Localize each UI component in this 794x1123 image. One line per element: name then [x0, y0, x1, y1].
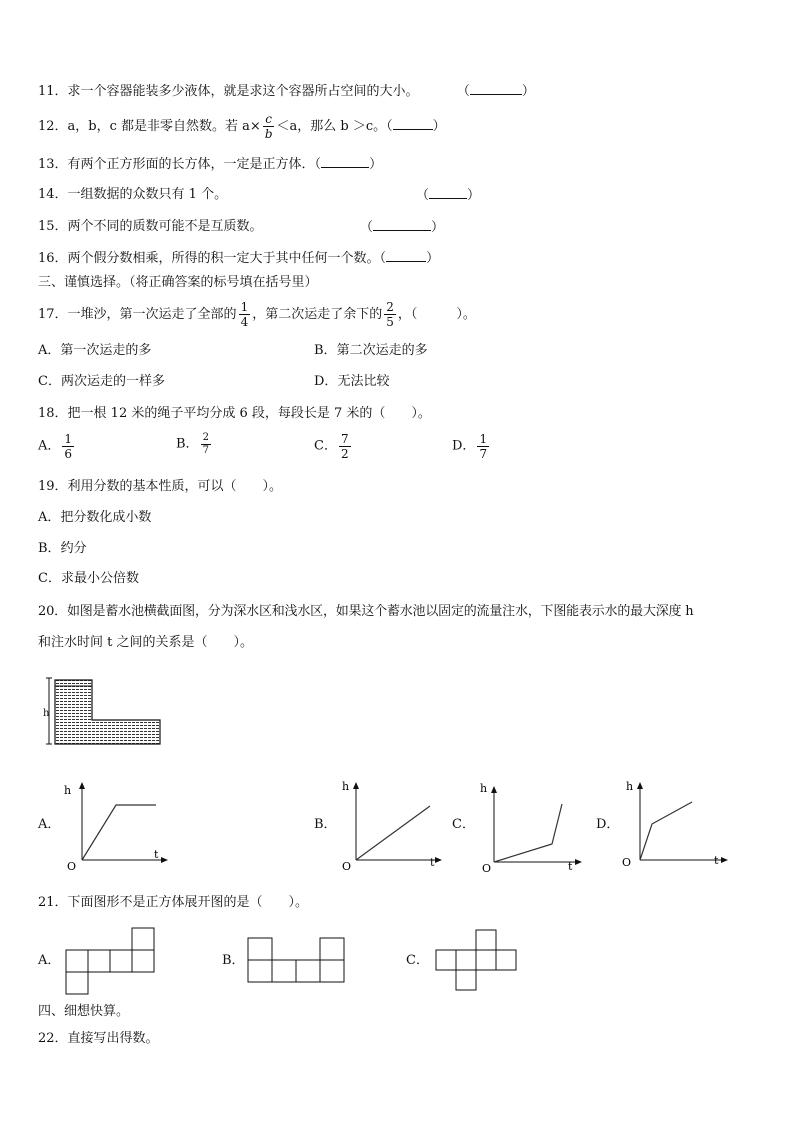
question-number: 14． — [38, 187, 68, 202]
answer-close-paren: ） — [369, 157, 383, 172]
axis-t-label: t — [714, 854, 719, 867]
origin-label: O — [342, 860, 352, 872]
q18-option-c[interactable] — [314, 432, 353, 461]
axis-t-label: t — [154, 848, 159, 861]
q20-option-a-graph[interactable] — [60, 776, 170, 872]
q17-option-c[interactable] — [38, 373, 165, 391]
q20-option-d-graph[interactable] — [620, 776, 734, 872]
answer-close-paren: ） — [521, 84, 535, 99]
fraction-denominator: 4 — [240, 315, 249, 329]
q19-option-b[interactable] — [38, 540, 87, 558]
q20-option-a-label[interactable]: A． — [38, 817, 61, 832]
question-number: 11． — [38, 84, 68, 99]
q20-option-d-label[interactable]: D． — [596, 817, 620, 832]
question-text: 求一个容器能装多少液体，就是求这个容器所占空间的大小。 — [67, 84, 419, 99]
fraction-numerator: 2 — [386, 300, 394, 314]
fraction-numerator: 2 — [202, 432, 209, 443]
question-15 — [38, 218, 263, 236]
q18-option-b[interactable] — [176, 432, 213, 457]
question-text-mid: ，第二次运走了余下的 — [252, 307, 383, 322]
answer-blank[interactable] — [470, 82, 522, 95]
graph-line — [494, 804, 562, 862]
q21-option-c-net[interactable] — [432, 928, 522, 994]
q17-option-a[interactable] — [38, 342, 151, 360]
height-label: h — [43, 708, 50, 719]
graph-line — [640, 802, 692, 860]
origin-label: O — [622, 856, 632, 869]
fraction-numerator: 1 — [479, 432, 488, 446]
question-13 — [38, 155, 382, 174]
option-label: B． — [38, 541, 61, 556]
question-text: 直接写出得数。 — [67, 1031, 159, 1046]
question-text: 两个假分数相乘，所得的积一定大于其中任何一个数。（ — [67, 251, 387, 266]
option-fraction — [62, 432, 74, 461]
option-text: 把分数化成小数 — [60, 510, 152, 525]
fraction-denominator: 5 — [386, 315, 394, 329]
question-text: 利用分数的基本性质，可以（ ）。 — [67, 479, 283, 494]
option-label: A． — [38, 510, 61, 525]
option-text: 约分 — [60, 541, 87, 556]
question-17 — [38, 300, 476, 329]
q17-option-d[interactable] — [314, 373, 389, 391]
graph-line — [82, 805, 156, 860]
option-fraction — [339, 432, 351, 461]
q18-option-d[interactable] — [452, 432, 491, 461]
answer-close-paren: ） — [432, 119, 446, 134]
q21-option-c-label[interactable]: C． — [406, 953, 429, 968]
question-14 — [38, 186, 227, 204]
fraction-denominator: 7 — [479, 447, 488, 461]
fraction-denominator: b — [264, 127, 273, 141]
question-text-line1: 如图是蓄水池横截面图，分为深水区和浅水区，如果这个蓄水池以固定的流量注水，下图能表示水的最大深度 h — [66, 604, 694, 619]
question-text: 有两个正方形面的长方体，一定是正方体．（ — [67, 157, 322, 172]
fraction-denominator: 7 — [202, 445, 209, 456]
question-21 — [38, 894, 308, 912]
q21-option-a-net[interactable] — [62, 926, 156, 996]
answer-blank[interactable] — [373, 218, 431, 231]
option-text: 第一次运走的多 — [60, 343, 152, 358]
question-22 — [38, 1030, 159, 1048]
question-number: 12． — [38, 119, 68, 134]
answer-close-paren: ） — [467, 188, 481, 203]
question-text-post: ，（ ）。 — [397, 307, 476, 322]
question-number: 13． — [38, 157, 68, 172]
option-fraction — [201, 432, 211, 457]
answer-blank[interactable] — [429, 186, 467, 199]
axis-h-label: h — [480, 782, 488, 795]
question-text: 一组数据的众数只有 1 个。 — [67, 187, 228, 202]
question-text-pre: a，b，c 都是非零自然数。若 a× — [67, 119, 261, 134]
section-heading-3: 三、谨慎选择。（将正确答案的标号填在括号里） — [38, 275, 318, 290]
answer-blank[interactable] — [393, 117, 433, 130]
question-number: 21． — [38, 895, 68, 910]
origin-label: O — [67, 860, 77, 872]
answer-close-paren: ） — [426, 251, 440, 266]
option-label: D． — [452, 438, 476, 454]
question-number: 16． — [38, 251, 68, 266]
fraction-denominator: 2 — [340, 447, 349, 461]
option-text: 求最小公倍数 — [60, 571, 139, 586]
question-text-pre: 一堆沙，第一次运走了全部的 — [67, 307, 237, 322]
question-18 — [38, 405, 431, 423]
option-label: A． — [38, 343, 61, 358]
question-14-answer — [416, 186, 480, 205]
answer-open-paren: （ — [360, 220, 374, 235]
fraction-numerator: c — [265, 112, 273, 126]
question-19 — [38, 478, 282, 496]
q18-option-a[interactable] — [38, 432, 76, 461]
q19-option-c[interactable] — [38, 570, 139, 588]
q20-option-c-graph[interactable] — [474, 778, 586, 874]
section-heading-4: 四、细想快算。 — [38, 1004, 130, 1019]
question-20-line2: 和注水时间 t 之间的关系是（ ）。 — [38, 635, 253, 650]
q19-option-a[interactable] — [38, 509, 151, 527]
axis-t-label: t — [568, 860, 573, 873]
question-text: 把一根 12 米的绳子平均分成 6 段，每段长是 7 米的（ ）。 — [67, 406, 431, 421]
question-number: 20． — [38, 604, 67, 619]
option-text: 两次运走的一样多 — [60, 374, 165, 389]
q20-option-b-graph[interactable] — [334, 776, 444, 872]
question-text: 下面图形不是正方体展开图的是（ ）。 — [67, 895, 309, 910]
q20-option-c-label[interactable]: C． — [452, 817, 475, 832]
fraction-one-quarter — [239, 300, 251, 329]
question-text-post: ＜a，那么 b ＞c。（ — [276, 119, 393, 134]
graph-line — [356, 806, 430, 860]
answer-blank[interactable] — [386, 249, 426, 262]
option-label: B． — [176, 436, 199, 452]
option-label: D． — [314, 374, 338, 389]
answer-open-paren: （ — [456, 84, 470, 99]
origin-label: O — [482, 862, 492, 874]
question-16 — [38, 249, 439, 268]
question-11 — [38, 82, 535, 101]
q21-option-b-label[interactable]: B． — [222, 953, 245, 968]
answer-close-paren: ） — [431, 220, 445, 235]
option-fraction — [477, 432, 489, 461]
fraction-numerator: 7 — [340, 432, 349, 446]
axis-h-label: h — [626, 780, 634, 793]
q20-option-b-label[interactable]: B． — [314, 817, 337, 832]
axis-h-label: h — [64, 784, 72, 797]
option-label: A． — [38, 438, 61, 454]
pool-water-shape — [55, 680, 160, 744]
question-number: 22． — [38, 1031, 68, 1046]
option-label: C． — [314, 438, 337, 454]
q21-option-b-net[interactable] — [246, 936, 348, 986]
answer-open-paren: （ — [416, 188, 430, 203]
question-12 — [38, 112, 446, 141]
question-15-answer — [360, 218, 444, 237]
option-text: 无法比较 — [337, 374, 390, 389]
axis-h-label: h — [342, 780, 350, 793]
question-number: 17． — [38, 307, 68, 322]
fraction-numerator: 1 — [240, 300, 249, 314]
q21-option-a-label[interactable]: A． — [38, 953, 61, 968]
option-label: C． — [38, 374, 61, 389]
axis-t-label: t — [430, 856, 435, 869]
pool-cross-section-figure — [40, 676, 170, 748]
question-20 — [38, 603, 693, 621]
option-text: 第二次运走的多 — [336, 343, 428, 358]
fraction-numerator: 1 — [64, 432, 73, 446]
question-number: 19． — [38, 479, 68, 494]
option-label: B． — [314, 343, 337, 358]
question-number: 18． — [38, 406, 68, 421]
fraction-two-fifths — [384, 300, 396, 329]
answer-blank[interactable] — [321, 155, 369, 168]
option-label: C． — [38, 571, 61, 586]
q17-option-b[interactable] — [314, 342, 428, 360]
question-number: 15． — [38, 219, 68, 234]
fraction-denominator: 6 — [64, 447, 73, 461]
question-text: 两个不同的质数可能不是互质数。 — [67, 219, 263, 234]
fraction-c-over-b — [263, 112, 275, 141]
